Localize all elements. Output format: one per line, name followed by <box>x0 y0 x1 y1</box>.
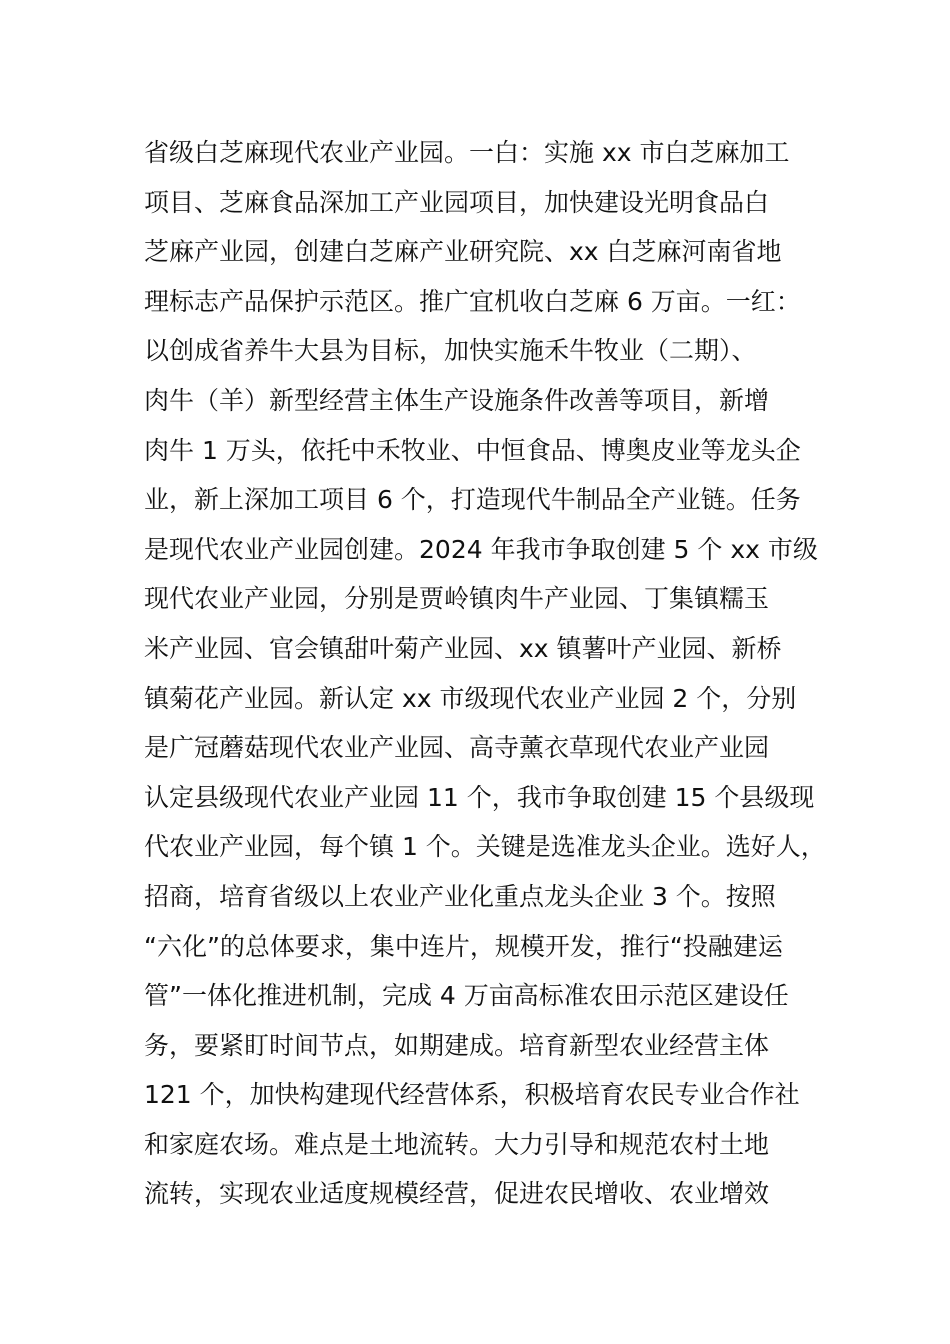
text-line: 米产业园、官会镇甜叶菊产业园、xx 镇薯叶产业园、新桥 <box>144 633 782 663</box>
text-line: 以创成省养牛大县为目标，加快实施禾牛牧业（二期）、 <box>144 336 757 366</box>
text-line: 省级白芝麻现代农业产业园。一白：实施 xx 市白芝麻加工 <box>144 138 790 167</box>
text-line: 业，新上深加工项目 6 个，打造现代牛制品全产业链。任务 <box>144 485 801 515</box>
text-line: 务，要紧盯时间节点，如期建成。培育新型农业经营主体 <box>144 1030 770 1060</box>
text-line: 肉牛（羊）新型经营主体生产设施条件改善等项目，新增 <box>144 385 770 415</box>
text-line: 现代农业产业园，分别是贾岭镇肉牛产业园、丁集镇糯玉 <box>144 584 770 614</box>
text-line: 招商，培育省级以上农业产业化重点龙头企业 3 个。按照 <box>144 881 776 911</box>
text-line: 理标志产品保护示范区。推广宜机收白芝麻 6 万亩。一红： <box>144 286 801 316</box>
text-line: 121 个，加快构建现代经营体系，积极培育农民专业合作社 <box>144 1080 800 1110</box>
text-line: 芝麻产业园，创建白芝麻产业研究院、xx 白芝麻河南省地 <box>144 237 782 267</box>
text-line: 管”一体化推进机制，完成 4 万亩高标准农田示范区建设任 <box>144 981 789 1011</box>
text-line: 项目、芝麻食品深加工产业园项目，加快建设光明食品白 <box>144 187 770 217</box>
text-line: 代农业产业园，每个镇 1 个。关键是选准龙头企业。选好人， <box>144 832 826 862</box>
body-text <box>144 128 844 1219</box>
text-line: “六化”的总体要求，集中连片，规模开发，推行“投融建运 <box>144 931 783 961</box>
text-line: 是现代农业产业园创建。2024 年我市争取创建 5 个 xx 市级 <box>144 534 818 564</box>
text-line: 认定县级现代农业产业园 11 个，我市争取创建 15 个县级现 <box>144 782 815 812</box>
text-line: 肉牛 1 万头，依托中禾牧业、中恒食品、博奥皮业等龙头企 <box>144 435 801 465</box>
text-line: 流转，实现农业适度规模经营，促进农民增收、农业增效 <box>144 1179 770 1209</box>
text-line: 镇菊花产业园。新认定 xx 市级现代农业产业园 2 个，分别 <box>144 683 797 713</box>
text-line: 和家庭农场。难点是土地流转。大力引导和规范农村土地 <box>144 1129 770 1159</box>
text-line: 是广冠蘑菇现代农业产业园、高寺薰衣草现代农业产业园 <box>144 733 770 763</box>
